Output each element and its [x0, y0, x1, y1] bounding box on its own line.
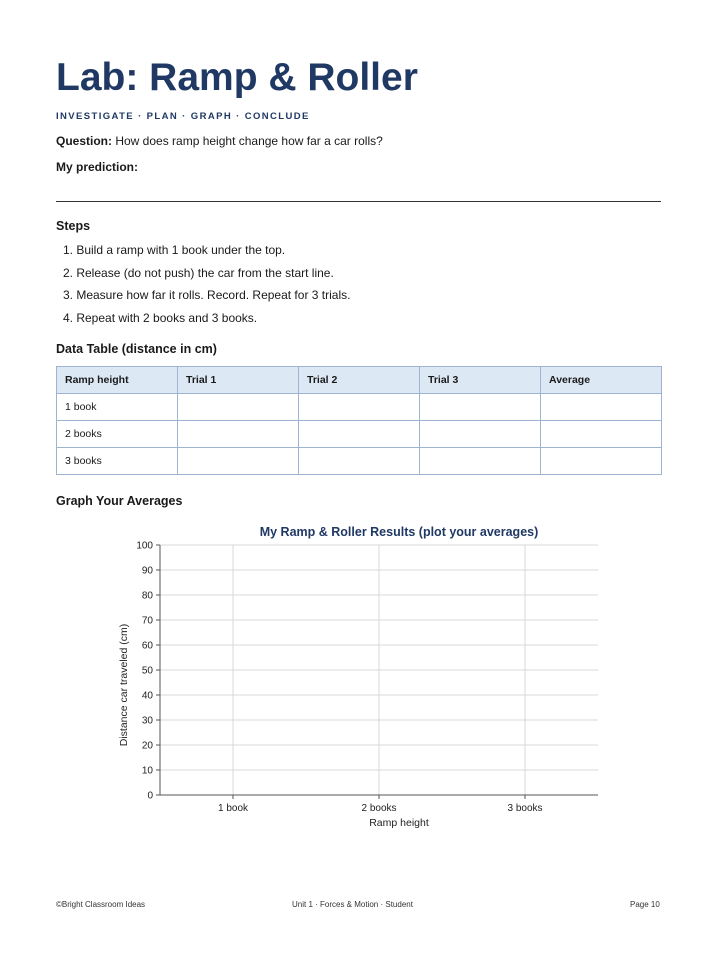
table-cell[interactable] [420, 394, 541, 421]
step-item: 4. Repeat with 2 books and 3 books. [63, 310, 258, 325]
question-line [56, 134, 383, 148]
table-cell[interactable] [299, 448, 420, 475]
page-title: Lab: Ramp & Roller [56, 56, 418, 99]
table-cell[interactable] [178, 448, 299, 475]
column-header: Trial 1 [178, 367, 299, 394]
table-cell[interactable] [541, 421, 662, 448]
column-header: Trial 2 [299, 367, 420, 394]
y-tick-label: 60 [141, 640, 153, 652]
y-tick-label: 100 [136, 540, 153, 552]
y-tick-label: 30 [141, 715, 153, 727]
table-cell[interactable] [420, 421, 541, 448]
table-cell[interactable] [541, 448, 662, 475]
table-cell[interactable] [178, 421, 299, 448]
footer-copyright: ©Bright Classroom Ideas [56, 900, 146, 909]
y-tick-label: 40 [141, 690, 153, 702]
y-tick-label: 50 [141, 665, 153, 677]
y-tick-label: 80 [141, 590, 153, 602]
table-cell[interactable] [299, 421, 420, 448]
prediction-answer-line[interactable] [56, 201, 661, 202]
column-header: Trial 3 [420, 367, 541, 394]
x-tick-label: 3 books [507, 803, 543, 814]
table-cell[interactable] [541, 394, 662, 421]
table-cell[interactable] [420, 448, 541, 475]
page-subtitle: INVESTIGATE · PLAN · GRAPH · CONCLUDE [56, 111, 310, 122]
x-axis-label: Ramp height [369, 817, 429, 829]
y-tick-label: 0 [147, 790, 153, 802]
table-header-row [57, 367, 662, 394]
x-tick-label: 2 books [361, 803, 397, 814]
table-row [57, 421, 662, 448]
table-cell[interactable] [178, 394, 299, 421]
column-header: Ramp height [57, 367, 178, 394]
y-tick-label: 90 [141, 565, 153, 577]
column-header: Average [541, 367, 662, 394]
steps-heading: Steps [56, 219, 91, 233]
row-label: 1 book [57, 394, 178, 421]
step-item: 2. Release (do not push) the car from the start line. [63, 265, 334, 280]
averages-chart [110, 520, 610, 840]
question-text: How does ramp height change how far a car rolls? [112, 134, 383, 148]
table-cell[interactable] [299, 394, 420, 421]
graph-heading: Graph Your Averages [56, 494, 183, 508]
data-table [56, 366, 662, 475]
y-axis-label: Distance car traveled (cm) [118, 623, 130, 747]
table-row [57, 448, 662, 475]
x-tick-label: 1 book [217, 803, 249, 814]
row-label: 2 books [57, 421, 178, 448]
question-label: Question: [56, 134, 112, 148]
data-table-heading: Data Table (distance in cm) [56, 342, 217, 356]
prediction-label: My prediction: [56, 160, 139, 174]
footer-page-number: Page 10 [630, 900, 660, 909]
chart-title: My Ramp & Roller Results (plot your averages) [259, 525, 539, 539]
y-tick-label: 10 [141, 765, 153, 777]
y-tick-label: 70 [141, 615, 153, 627]
table-row [57, 394, 662, 421]
row-label: 3 books [57, 448, 178, 475]
step-item: 3. Measure how far it rolls. Record. Repeat for 3 trials. [63, 288, 351, 302]
y-tick-label: 20 [141, 740, 153, 752]
steps-list [63, 242, 350, 332]
step-item: 1. Build a ramp with 1 book under the top. [63, 243, 286, 257]
footer-unit: Unit 1 · Forces & Motion · Student [292, 900, 413, 909]
